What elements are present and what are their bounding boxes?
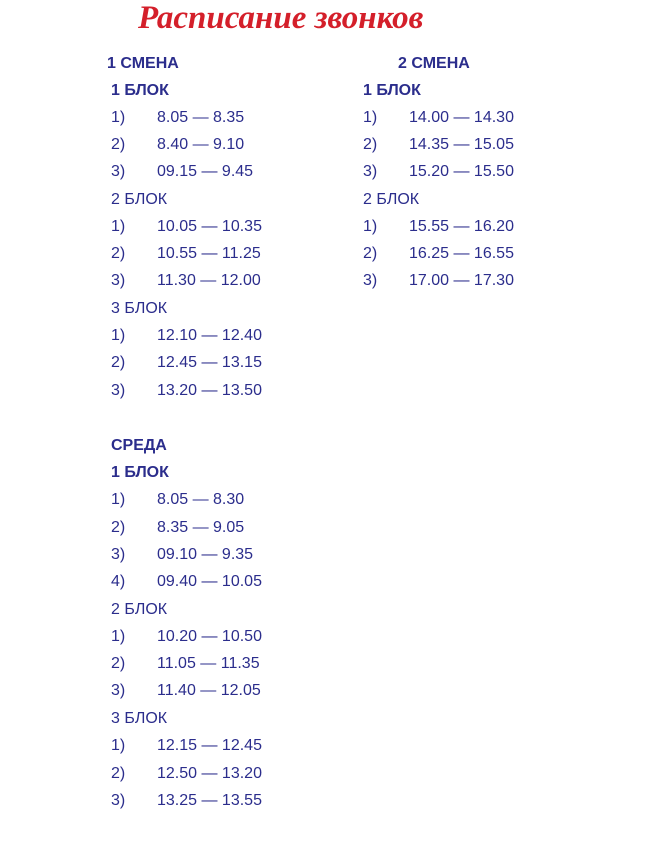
lesson-time: 10.05 — 10.35: [157, 218, 262, 235]
lesson-time: 14.35 — 15.05: [409, 136, 514, 153]
shift2-block1-label: 1 БЛОК: [363, 82, 421, 99]
lesson-time: 12.10 — 12.40: [157, 327, 262, 344]
shift1-heading: 1 СМЕНА: [107, 55, 179, 72]
lesson-number: 3): [363, 163, 378, 180]
lesson-time: 15.20 — 15.50: [409, 163, 514, 180]
lesson-time: 8.05 — 8.35: [157, 109, 245, 126]
lesson-time: 15.55 — 16.20: [409, 218, 514, 235]
lesson-time: 16.25 — 16.55: [409, 245, 514, 262]
shift1-block3-label: 3 БЛОК: [111, 300, 168, 317]
lesson-time: 10.20 — 10.50: [157, 628, 262, 645]
lesson-number: 1): [111, 737, 126, 754]
lesson-time: 12.50 — 13.20: [157, 765, 262, 782]
lesson-number: 2): [111, 136, 126, 153]
lesson-time: 13.25 — 13.55: [157, 792, 262, 809]
lesson-number: 2): [111, 245, 126, 262]
lesson-number: 2): [111, 354, 126, 371]
lesson-time: 09.10 — 9.35: [157, 546, 254, 563]
shift2-heading: 2 СМЕНА: [398, 55, 470, 72]
lesson-number: 3): [363, 272, 378, 289]
lesson-number: 2): [111, 655, 126, 672]
lesson-time: 14.00 — 14.30: [409, 109, 514, 126]
lesson-number: 3): [111, 546, 126, 563]
lesson-number: 1): [111, 628, 126, 645]
lesson-time: 8.40 — 9.10: [157, 136, 245, 153]
shift2-block2-label: 2 БЛОК: [363, 191, 420, 208]
lesson-number: 3): [111, 792, 126, 809]
lesson-number: 1): [363, 218, 378, 235]
lesson-time: 12.45 — 13.15: [157, 354, 262, 371]
lesson-number: 2): [111, 519, 126, 536]
page-title: Расписание звонков: [138, 0, 424, 36]
wednesday-block3-label: 3 БЛОК: [111, 710, 168, 727]
lesson-number: 2): [363, 245, 378, 262]
lesson-time: 8.05 — 8.30: [157, 491, 245, 508]
lesson-number: 3): [111, 682, 126, 699]
shift1-block2-label: 2 БЛОК: [111, 191, 168, 208]
lesson-time: 09.40 — 10.05: [157, 573, 262, 590]
lesson-time: 12.15 — 12.45: [157, 737, 262, 754]
wednesday-block2-label: 2 БЛОК: [111, 601, 168, 618]
lesson-number: 1): [363, 109, 378, 126]
lesson-time: 8.35 — 9.05: [157, 519, 245, 536]
lesson-number: 1): [111, 491, 126, 508]
lesson-time: 10.55 — 11.25: [157, 245, 261, 262]
lesson-number: 2): [111, 765, 126, 782]
lesson-number: 2): [363, 136, 378, 153]
lesson-number: 3): [111, 382, 126, 399]
lesson-time: 11.40 — 12.05: [157, 682, 261, 699]
lesson-number: 3): [111, 163, 126, 180]
lesson-number: 1): [111, 109, 126, 126]
wednesday-heading: СРЕДА: [111, 437, 167, 454]
lesson-time: 11.30 — 12.00: [157, 272, 261, 289]
lesson-time: 17.00 — 17.30: [409, 272, 514, 289]
shift1-block1-label: 1 БЛОК: [111, 82, 169, 99]
lesson-number: 1): [111, 218, 126, 235]
lesson-time: 13.20 — 13.50: [157, 382, 262, 399]
lesson-number: 3): [111, 272, 126, 289]
lesson-time: 11.05 — 11.35: [157, 655, 260, 672]
lesson-time: 09.15 — 9.45: [157, 163, 254, 180]
wednesday-block1-label: 1 БЛОК: [111, 464, 169, 481]
lesson-number: 1): [111, 327, 126, 344]
lesson-number: 4): [111, 573, 126, 590]
